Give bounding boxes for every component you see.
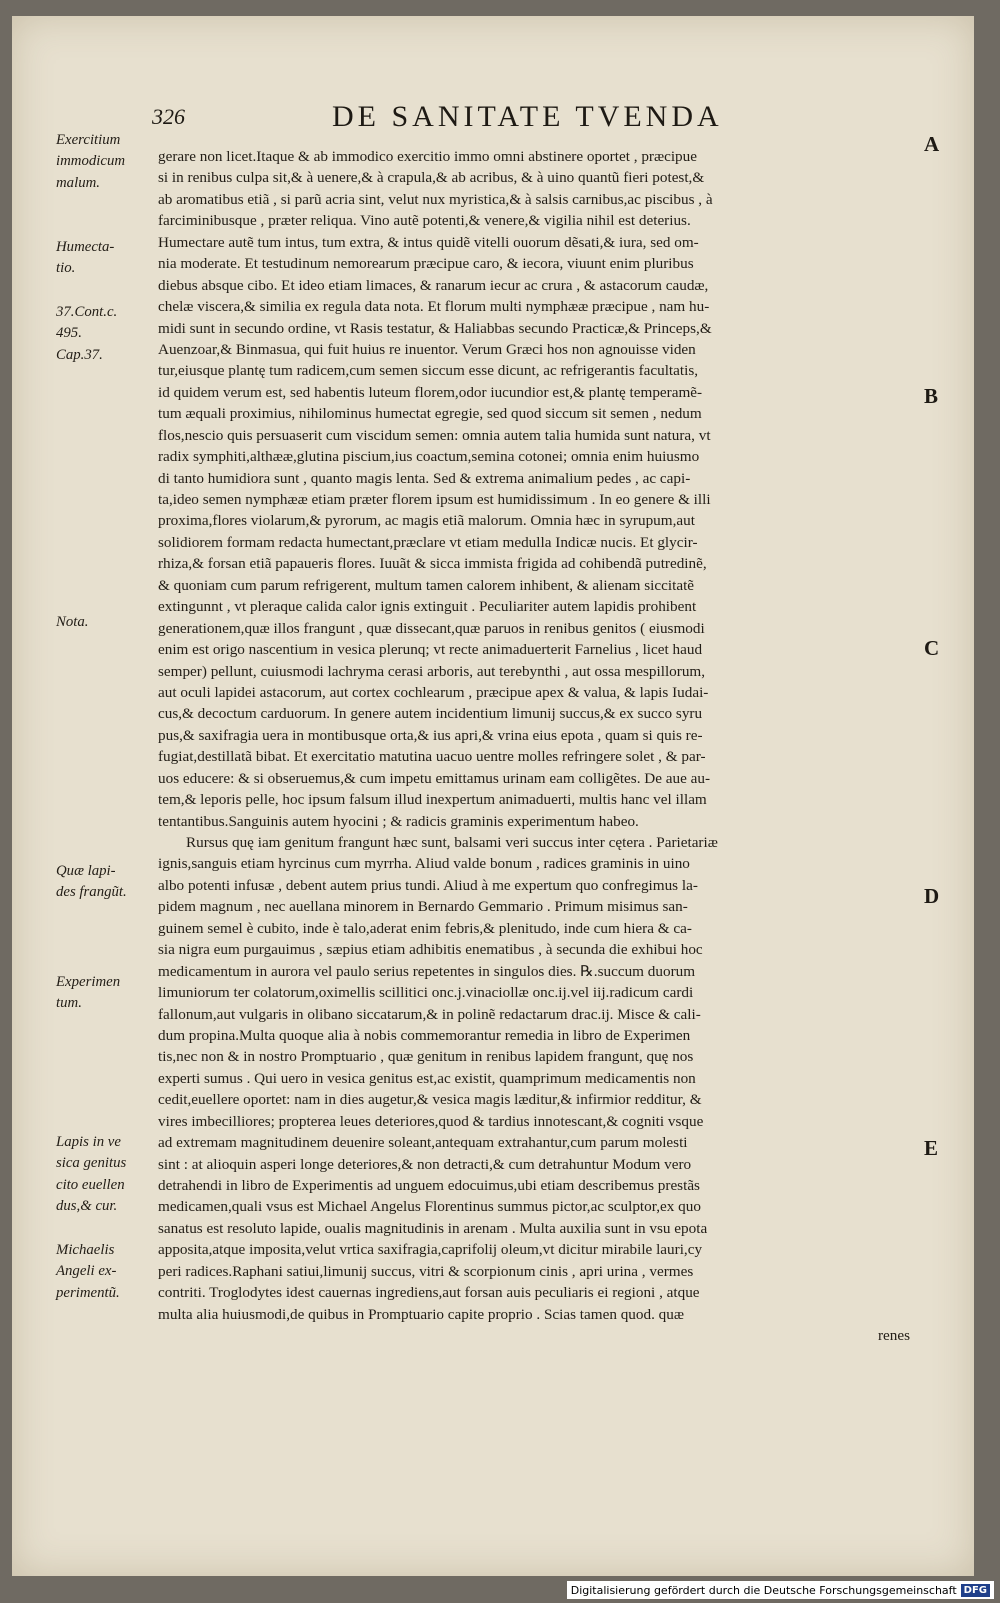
section-marker-a: A (924, 132, 940, 156)
body-line: gerare non licet.Itaque & ab immodico exercitio immo omni abstinere oportet , præcipue (158, 148, 697, 165)
body-line: Auenzoar,& Binmasua, qui fuit huius re inuentor. Verum Græci hos non agnouisse viden (158, 340, 696, 358)
marginal-note-line: dus,& cur. (56, 1198, 118, 1215)
body-line: generationem,quæ illos frangunt , quæ dissecant,quæ paruos in renibus genitos ( eiusmodi (158, 619, 705, 637)
body-line: midi sunt in secundo ordine, vt Rasis testatur, & Haliabbas secundo Practicæ,& Princeps,& (158, 319, 712, 337)
body-line: albo potenti infusæ , debent autem prius tundi. Aliud à me expertum quo confregimus la- (158, 876, 698, 894)
body-line: id quidem verum est, sed habentis luteum florem,odor iucundior est,& plantę temperamẽ- (158, 383, 703, 401)
body-line: enim est origo nascentium in vesica plerunq; vt recte animaduerterit Farnelius , licet haud (158, 641, 703, 659)
body-line: sanatus est resoluto lapide, oualis magnitudinis in arenam . Multa auxilia sunt in vsu epota (158, 1219, 708, 1237)
body-line: guinem semel è cubito, inde è talo,aderat enim febris,& plenitudo, inde cum hiera & ca- (158, 919, 692, 937)
marginal-note-line: Michaelis (56, 1242, 115, 1258)
body-line: diebus absque cibo. Et ideo etiam limaces, & ranarum iecur ac crura , & astacorum caudæ, (158, 276, 709, 294)
body-line: aut oculi lapidei astacorum, aut cortex cochlearum , præcipue apex & valua, & lapis Iudai- (158, 683, 709, 701)
body-line: tur,eiusque plantę tum radicem,cum semen siccum esse dicunt, ac refrigerantis facultatis, (158, 362, 699, 380)
body-line: cedit,euellere oportet: nam in dies augetur,& vesica magis læditur,& infirmior redditur, & (158, 1091, 702, 1109)
body-line: tentantibus.Sanguinis autem hyocini ; & radicis graminis experimentum habeo. (158, 812, 639, 830)
marginal-note-lapis-vesica (56, 1132, 156, 1218)
body-line: cus,& decoctum carduorum. In genere autem incidentium limunij succus,& ex succo syru (158, 705, 703, 723)
body-line: multa alia huiusmodi,de quibus in Promptuario capite proprio . Scias tamen quod. quæ (158, 1305, 685, 1323)
body-line: experti sumus . Qui uero in vesica genitus est,ac existit, quamprimum medicamentis non (158, 1069, 696, 1087)
section-marker-d: D (924, 884, 940, 908)
marginal-note-nota (56, 612, 156, 633)
body-line: pidem magnum , nec auellana minorem in Bernardo Gemmario . Primum misimus san- (158, 898, 688, 916)
marginal-note-humectatio (56, 237, 156, 280)
marginal-note-michaelis (56, 1240, 156, 1304)
body-line: proxima,flores violarum,& pyrorum, ac magis etiã malorum. Omnia hæc in syrupum,aut (158, 512, 695, 530)
body-line: ab aromatibus etiã , si parũ acria sint, velut nux myristica,& à salsis carnibus,ac piscibus , à (158, 190, 713, 208)
marginal-note-experimentum (56, 972, 156, 1015)
marginal-note-line: Nota. (56, 614, 89, 630)
book-page (12, 16, 974, 1576)
body-line: chelæ viscera,& similia ex regula data nota. Et florum multi nymphææ præcipue , nam hu- (158, 298, 710, 316)
marginal-note-line: cito euellen (56, 1176, 125, 1193)
section-marker-e: E (924, 1136, 939, 1160)
body-line: limuniorum ter colatorum,oximellis scillitici onc.j.vinaciollæ onc.ij.vel iij.radicum cardi (158, 984, 694, 1002)
body-line: uos educere: & si obseruemus,& cum impetu emittamus urinam eam colligẽtes. De aue au- (158, 769, 711, 787)
marginal-note-line: sica genitus (56, 1155, 127, 1172)
body-line: farciminibusque , præter reliqua. Vino autẽ potenti,& venere,& vigilia nihil est deterius. (158, 212, 691, 230)
body-line: pus,& saxifragia uera in montibusque orta,& ius apri,& vrina eius epota , quam si quis re- (158, 726, 703, 744)
running-head: DE SANITATE TVENDA (332, 100, 723, 133)
body-line: si in renibus culpa sit,& à uenere,& à crapula,& ab acribus, & à uino quantũ fieri potest,& (158, 169, 705, 187)
marginal-note-exercitium (56, 130, 156, 194)
body-line: vires imbecilliores; propterea leues deteriores,quod & tardius innotescant,& cogniti vsque (158, 1112, 704, 1130)
body-line: Humectare autẽ tum intus, tum extra, & intus quidẽ vitelli ouorum dẽsati,& iura, sed om- (158, 233, 699, 251)
body-line: di tanto humidiora sunt , quanto magis lenta. Sed & extrema animalium pedes , ac capi- (158, 469, 691, 487)
section-marker-c: C (924, 636, 940, 660)
body-line: medicamentum in aurora vel paulo serius repetentes in singulos dies. ℞.succum duorum (158, 962, 696, 980)
marginal-note-line: Lapis in ve (56, 1134, 121, 1150)
marginal-note-line: 495. (56, 325, 82, 342)
marginal-note-lapides (56, 861, 156, 904)
marginal-note-line: Angeli ex- (56, 1263, 117, 1280)
body-line: peri radices.Raphani satiui,limunij succus, vitri & scorpionum cinis , apri urina , vermes (158, 1262, 694, 1280)
credit-text: Digitalisierung gefördert durch die Deutsche Forschungsgemeinschaft (570, 1583, 957, 1597)
body-line: ignis,sanguis etiam hyrcinus cum myrrha. Aliud valde bonum , radices graminis in uino (158, 855, 690, 873)
body-line: dum propina.Multa quoque alia à nobis commemorantur remedia in libro de Experimen (158, 1026, 691, 1044)
marginal-note-chapter (56, 345, 156, 366)
body-line: fugiat,destillatã bibat. Et exercitatio matutina uacuo uentre molles refringere solet , & par- (158, 748, 706, 766)
marginal-note-line: Quæ lapi- (56, 863, 116, 879)
body-line: tis,nec non & in nostro Promptuario , quæ genitum in renibus lapidem frangunt, quę nos (158, 1048, 694, 1066)
body-line: fallonum,aut vulgaris in olibano siccatarum,& in polinẽ redactarum drac.ij. Misce & cali- (158, 1005, 701, 1023)
body-line: extingunnt , vt pleraque calida calor ignis extinguit . Peculiariter autem lapidis prohibent (158, 598, 697, 616)
marginal-note-line: tio. (56, 260, 76, 277)
body-line: tum æquali proximius, nihilominus humectat egregie, sed quod siccum sit semen , nedum (158, 405, 702, 423)
body-line: Rursus quę iam genitum frangunt hæc sunt, balsami veri succus inter cętera . Parietariæ (186, 834, 718, 851)
body-line: detrahendi in libro de Experimentis ad unguem edocuimus,ubi etiam describemus prestãs (158, 1177, 700, 1194)
section-marker-b: B (924, 384, 939, 408)
marginal-note-line: Exercitium (56, 132, 121, 148)
body-line: solidiorem formam redacta humectant,præclare vt etiam medulla Indicæ nucis. Et glycir- (158, 533, 698, 551)
page-number: 326 (152, 104, 185, 129)
body-line: radix symphiti,althææ,glutina piscium,ius coactum,semina cotonei; omnia enim huiusmo (158, 448, 700, 466)
marginal-note-citation (56, 302, 156, 345)
marginal-note-line: Experimen (56, 974, 121, 990)
body-text (158, 146, 910, 1347)
marginal-note-line: tum. (56, 995, 82, 1012)
digitization-credit (567, 1581, 994, 1599)
marginal-note-line: immodicum (56, 153, 126, 170)
body-line: & quoniam cum parum refrigerent, multum tamen calorem inhibent, & alienam siccitatẽ (158, 576, 695, 594)
marginal-note-line: malum. (56, 174, 100, 191)
body-line: tem,& leporis pelle, hoc ipsum falsum illud inexpertum animaduerti, multis hanc vel illam (158, 791, 707, 809)
marginal-note-line: des frangũt. (56, 884, 127, 901)
body-line: rhiza,& forsan etiã papaueris flores. Iuuãt & sicca immista frigida ad cohibendã putredinẽ, (158, 555, 707, 573)
body-line: flos,nescio quis persuaserit cum viscidum semen: omnia autem talia humida sunt natura, vt (158, 426, 711, 444)
dfg-logo-icon: DFG (961, 1584, 990, 1597)
marginal-note-line: 37.Cont.c. (56, 304, 118, 320)
body-line: sint : at alioquin asperi longe deteriores,& non detracti,& cum detrahuntur Modum vero (158, 1155, 692, 1173)
marginal-note-line: Humecta- (56, 239, 115, 255)
body-line: apposita,atque imposita,velut vrtica saxifragia,caprifolij oleum,vt dicitur mirabile lauri,cy (158, 1241, 703, 1259)
marginal-note-line: perimentũ. (56, 1284, 120, 1301)
body-line: ta,ideo semen nymphææ etiam præter florem ipsum est humidissimum . In eo genere & illi (158, 491, 711, 508)
body-line: sia nigra eum purgauimus , sæpius etiam adhibitis enematibus , à secunda die exhibui hoc (158, 941, 703, 959)
body-line: renes (877, 1327, 910, 1345)
body-line: medicamen,quali vsus est Michael Angelus Florentinus summus pictor,ac sculptor,ex quo (158, 1198, 701, 1216)
body-line: nia moderate. Et testudinum nemorearum præcipue caro, & iecora, viuunt enim pluribus (158, 255, 694, 273)
body-line: contriti. Troglodytes idest cauernas ingrediens,aut forsan auis peculiaris ei regioni , atque (158, 1284, 700, 1302)
body-line: semper) pellunt, cuiusmodi lachryma cerasi arboris, aut terebynthi , aut ossa mespillorum, (158, 662, 706, 680)
body-line: ad extremam magnitudinem deuenire soleant,antequam extrahantur,cum parum molesti (158, 1134, 688, 1152)
marginal-note-line: Cap.37. (56, 347, 103, 363)
